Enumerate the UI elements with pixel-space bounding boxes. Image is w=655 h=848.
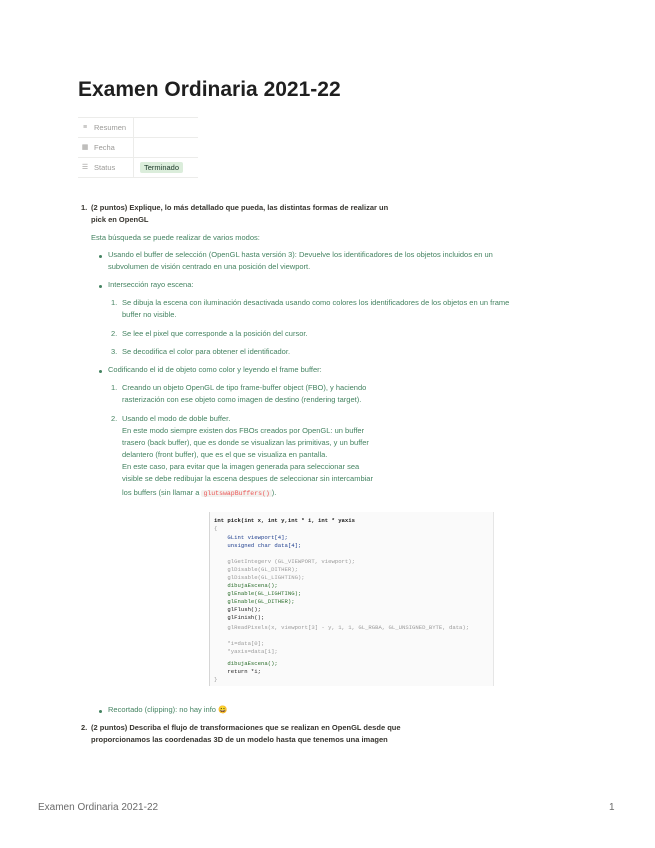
question-points: (2 puntos) [91, 723, 128, 732]
question-points: (2 puntos) [91, 203, 128, 212]
property-key [78, 138, 134, 157]
bullet-dot [99, 370, 102, 373]
double-buffer-line-2: En este modo siempre existen dos FBOs creados por OpenGL: un buffer [122, 426, 365, 435]
code-line: int pick(int x, int y,int * i, int * yaxis [214, 517, 355, 524]
code-line: *i=data[0]; [214, 640, 265, 647]
double-buffer-line-6: visible se debe redibujar la escena despues de seleccionar sin intercambiar [122, 474, 373, 483]
double-buffer-line-4: delantero (front buffer), que es el que se visualiza en pantalla. [122, 450, 328, 459]
property-value[interactable] [134, 138, 198, 157]
inline-code: glutswapBuffers() [203, 490, 270, 497]
code-line: glFlush(); [214, 606, 261, 613]
double-buffer-line-7 [122, 487, 276, 500]
question-1-line-1 [91, 202, 388, 214]
code-line: glEnable(GL_LIGHTING); [214, 590, 302, 597]
step-1-line-1: Se dibuja la escena con iluminación desactivada usando como colores los identificadores de los objetos en un frame [122, 298, 510, 307]
properties-table [78, 117, 198, 178]
code-line: return *i; [214, 668, 261, 675]
question-text: Describa el flujo de transformaciones que se realizan en OpenGL desde que [127, 723, 401, 732]
page-number: 1 [609, 802, 615, 813]
list-number: 2. [111, 414, 118, 423]
property-row-fecha [78, 138, 198, 158]
code-line: { [214, 525, 218, 532]
code-snippet-image [209, 512, 494, 686]
double-buffer-line-1: Usando el modo de doble buffer. [122, 414, 231, 423]
question-number: 2. [81, 723, 88, 732]
step-1-line-2: buffer no visible. [122, 310, 177, 319]
list-number: 2. [111, 329, 118, 338]
list-icon: ☰ [81, 163, 89, 171]
code-line: glReadPixels(x, viewport[3] - y, 1, 1, GL_RGBA, GL_UNSIGNED_BYTE, data); [214, 624, 470, 631]
bullet-dot [99, 255, 102, 258]
code-line: glDisable(GL_DITHER); [214, 566, 298, 573]
property-row-resumen [78, 118, 198, 138]
bullet-clipping: Recortado (clipping): no hay info 😀 [108, 705, 228, 714]
step-2: Se lee el pixel que corresponde a la posición del cursor. [122, 329, 308, 338]
status-badge[interactable]: Terminado [140, 162, 183, 173]
list-number: 1. [111, 383, 118, 392]
double-buffer-line-5: En este caso, para evitar que la imagen generada para seleccionar sea [122, 462, 360, 471]
property-key [78, 158, 134, 177]
calendar-icon: ▦ [81, 143, 89, 151]
property-row-status [78, 158, 198, 178]
code-line: glEnable(GL_DITHER); [214, 598, 295, 605]
question-text: Explique, lo más detallado que pueda, las distintas formas de realizar un [127, 203, 389, 212]
answer-intro: Esta búsqueda se puede realizar de varios modos: [91, 233, 260, 242]
bullet-selection-buffer-line-1: Usando el buffer de selección (OpenGL hasta versión 3): Devuelve los identificadores de los objetos incluidos en un [108, 250, 493, 259]
bullet-dot [99, 710, 102, 713]
step-3: Se decodifica el color para obtener el identificador. [122, 347, 291, 356]
code-line: glGetIntegerv (GL_VIEWPORT, viewport); [214, 558, 355, 565]
code-line: *yaxis=data[1]; [214, 648, 278, 655]
question-2-line-2: proporcionamos las coordenadas 3D de un modelo hasta que tenemos una imagen [91, 735, 388, 744]
bullet-selection-buffer-line-2: subvolumen de visión centrado en una posición del viewport. [108, 262, 311, 271]
property-value[interactable] [134, 118, 198, 137]
bullet-dot [99, 285, 102, 288]
double-buffer-line-7-text: los buffers (sin llamar a [122, 488, 202, 497]
code-line: unsigned char data[4]; [214, 542, 302, 549]
property-label: Status [94, 163, 116, 172]
property-value[interactable] [134, 158, 198, 177]
question-1-line-2: pick en OpenGL [91, 215, 149, 224]
code-line: } [214, 676, 218, 683]
list-number: 1. [111, 298, 118, 307]
code-line: dibujaEscena(); [214, 582, 278, 589]
lines-icon: ≡ [82, 123, 88, 131]
question-2-line-1 [91, 722, 401, 734]
code-line: glDisable(GL_LIGHTING); [214, 574, 305, 581]
footer-title: Examen Ordinaria 2021-22 [38, 802, 159, 813]
double-buffer-line-7-end: ). [271, 488, 277, 497]
question-number: 1. [81, 203, 88, 212]
fbo-line-2: rasterización con ese objeto como imagen de destino (rendering target). [122, 395, 362, 404]
code-line: glFinish(); [214, 614, 265, 621]
bullet-ray-scene: Intersección rayo escena: [108, 280, 194, 289]
page-title: Examen Ordinaria 2021-22 [78, 78, 341, 101]
list-number: 3. [111, 347, 118, 356]
bullet-color-id: Codificando el id de objeto como color y leyendo el frame buffer: [108, 365, 322, 374]
property-key [78, 118, 134, 137]
property-label: Fecha [94, 143, 115, 152]
fbo-line-1: Creando un objeto OpenGL de tipo frame-buffer object (FBO), y haciendo [122, 383, 367, 392]
code-line: GLint viewport[4]; [214, 534, 288, 541]
code-line: dibujaEscena(); [214, 660, 278, 667]
double-buffer-line-3: trasero (back buffer), que es donde se visualizan las primitivas, y un buffer [122, 438, 369, 447]
property-label: Resumen [94, 123, 127, 132]
